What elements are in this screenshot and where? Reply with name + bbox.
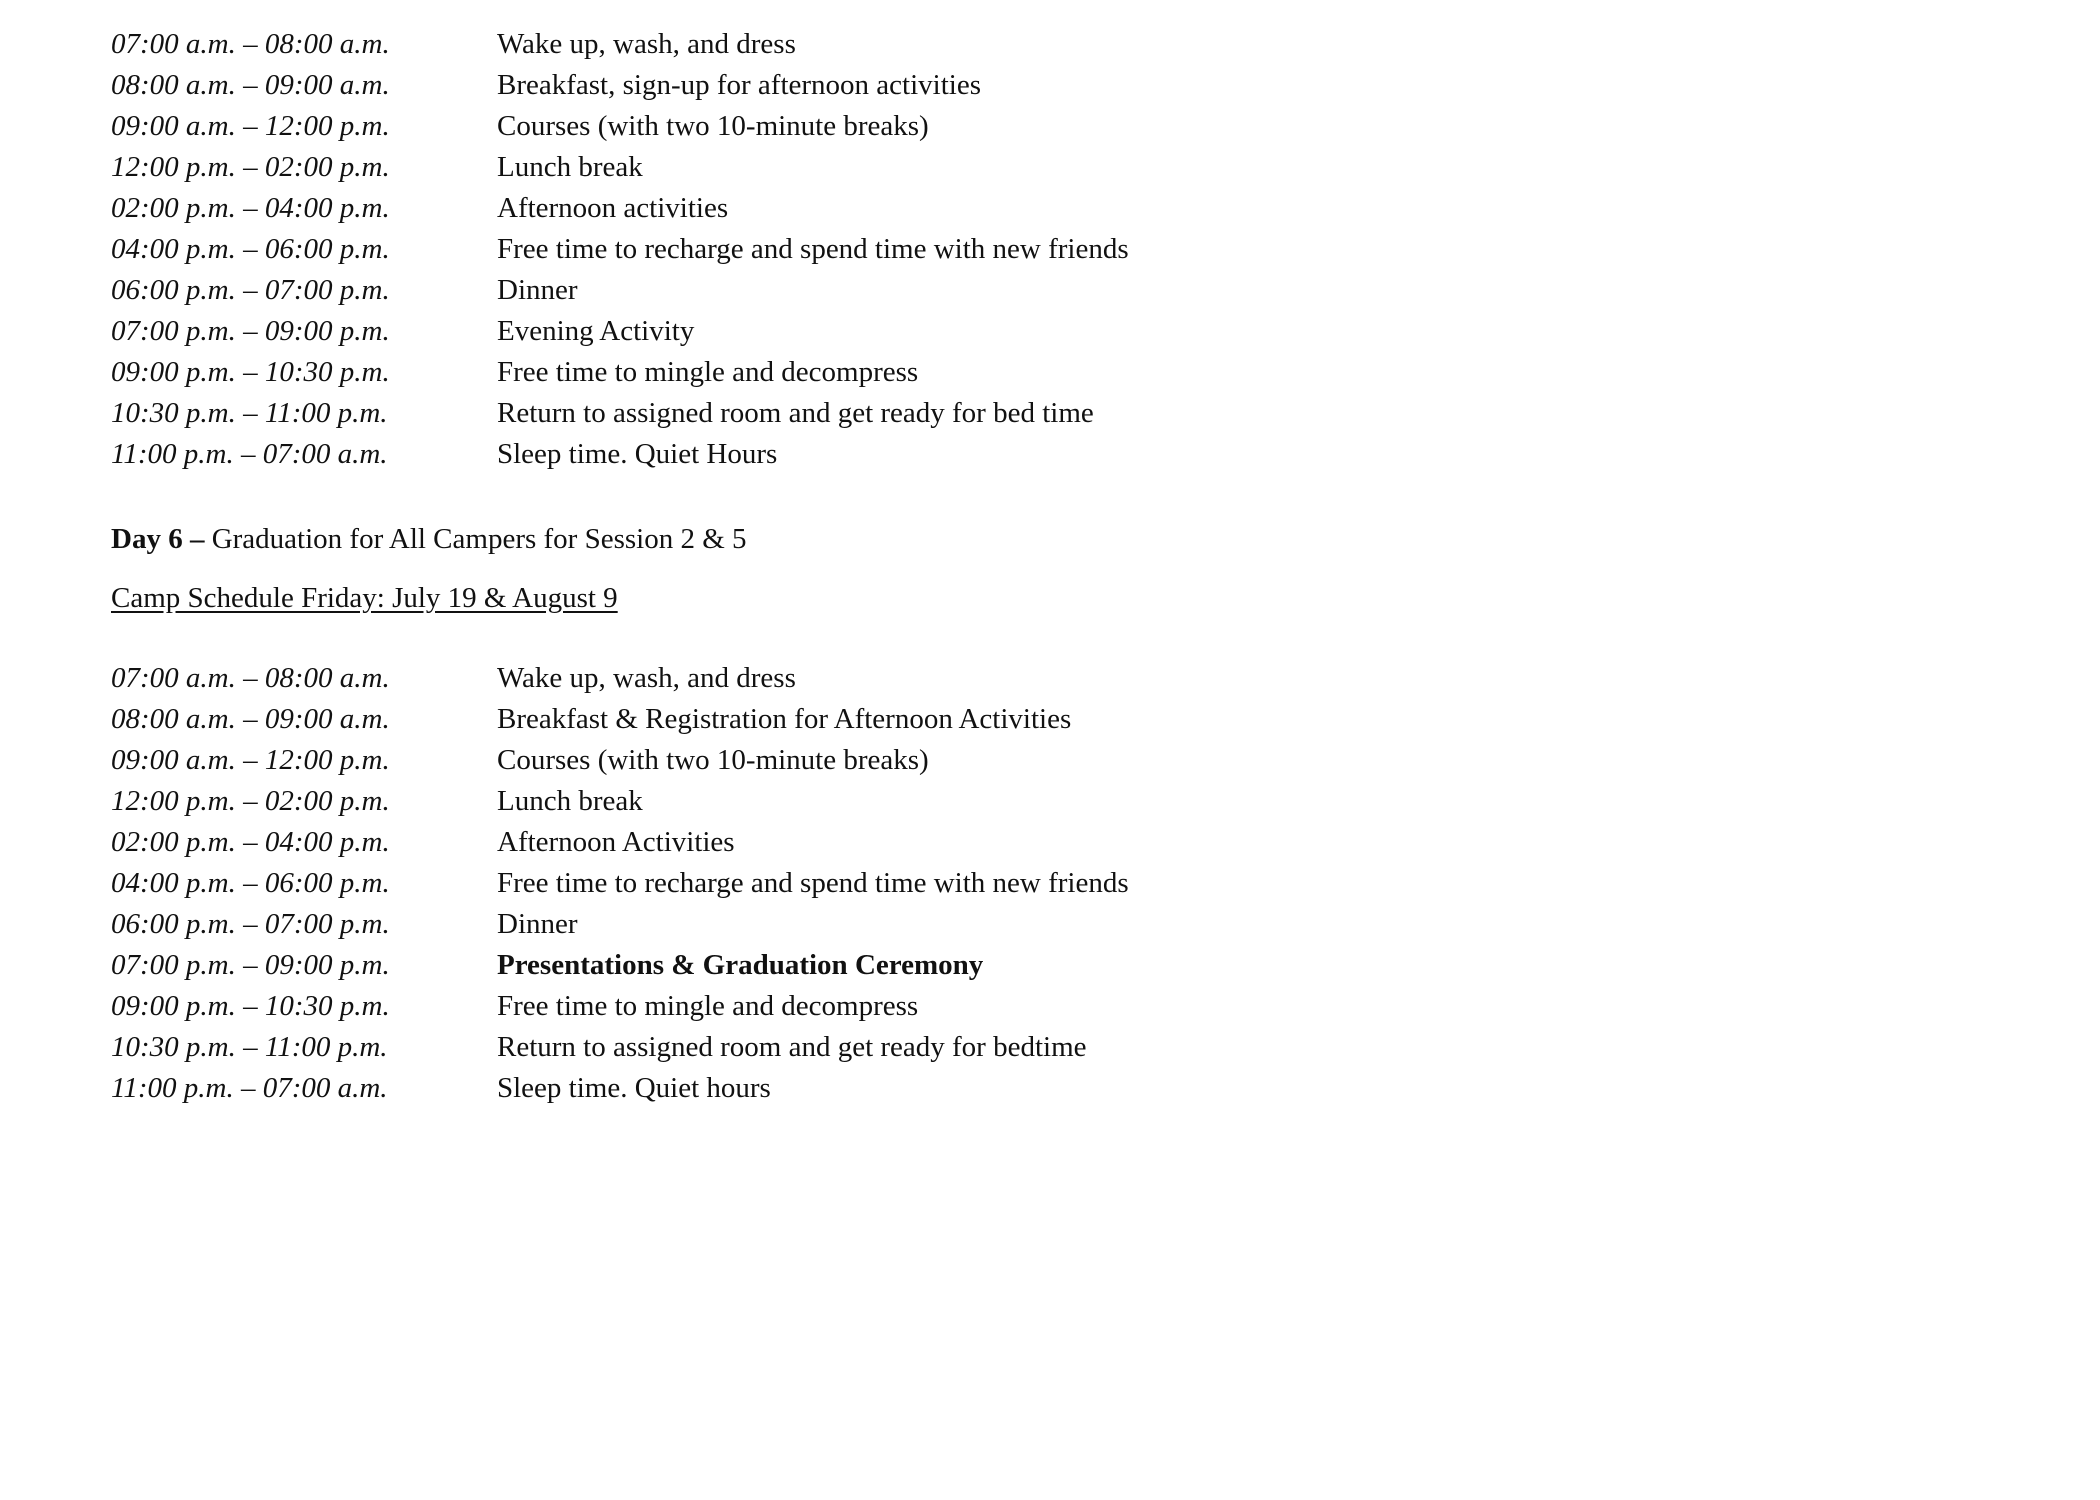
activity-text: Free time to mingle and decompress bbox=[497, 356, 919, 388]
schedule-row bbox=[111, 24, 1531, 65]
schedule-row bbox=[111, 699, 1531, 740]
time-range: 06:00 p.m. – 07:00 p.m. bbox=[111, 908, 390, 940]
schedule-row bbox=[111, 147, 1531, 188]
time-range: 11:00 p.m. – 07:00 a.m. bbox=[111, 1072, 388, 1104]
schedule-row bbox=[111, 188, 1531, 229]
activity-text: Sleep time. Quiet Hours bbox=[497, 438, 778, 470]
time-range: 06:00 p.m. – 07:00 p.m. bbox=[111, 274, 390, 306]
activity-text: Free time to recharge and spend time with new friends bbox=[497, 233, 1129, 265]
time-range: 08:00 a.m. – 09:00 a.m. bbox=[111, 703, 390, 735]
activity-text: Return to assigned room and get ready for bed time bbox=[497, 397, 1094, 429]
schedule-row bbox=[111, 1027, 1531, 1068]
activity-text: Dinner bbox=[497, 274, 578, 306]
activity-text: Breakfast, sign-up for afternoon activities bbox=[497, 69, 981, 101]
activity-text-highlight: Presentations & Graduation Ceremony bbox=[497, 949, 984, 981]
time-range: 08:00 a.m. – 09:00 a.m. bbox=[111, 69, 390, 101]
day-description: Graduation for All Campers for Session 2 & 5 bbox=[204, 523, 747, 555]
time-range: 07:00 a.m. – 08:00 a.m. bbox=[111, 28, 390, 60]
schedule-row bbox=[111, 986, 1531, 1027]
activity-text: Wake up, wash, and dress bbox=[497, 662, 796, 694]
time-range: 04:00 p.m. – 06:00 p.m. bbox=[111, 233, 390, 265]
schedule-row bbox=[111, 434, 1531, 475]
time-range: 09:00 a.m. – 12:00 p.m. bbox=[111, 110, 390, 142]
time-range: 09:00 p.m. – 10:30 p.m. bbox=[111, 356, 390, 388]
schedule-list-first bbox=[111, 24, 1531, 475]
schedule-row bbox=[111, 106, 1531, 147]
time-range: 12:00 p.m. – 02:00 p.m. bbox=[111, 151, 390, 183]
activity-text: Sleep time. Quiet hours bbox=[497, 1072, 771, 1104]
schedule-row bbox=[111, 311, 1531, 352]
schedule-row bbox=[111, 229, 1531, 270]
schedule-row bbox=[111, 781, 1531, 822]
time-range: 10:30 p.m. – 11:00 p.m. bbox=[111, 397, 388, 429]
time-range: 11:00 p.m. – 07:00 a.m. bbox=[111, 438, 388, 470]
time-range: 10:30 p.m. – 11:00 p.m. bbox=[111, 1031, 388, 1063]
activity-text: Return to assigned room and get ready for bedtime bbox=[497, 1031, 1087, 1063]
document-page bbox=[111, 24, 1531, 1109]
time-range: 12:00 p.m. – 02:00 p.m. bbox=[111, 785, 390, 817]
time-range: 04:00 p.m. – 06:00 p.m. bbox=[111, 867, 390, 899]
activity-text: Courses (with two 10-minute breaks) bbox=[497, 744, 929, 776]
schedule-row bbox=[111, 270, 1531, 311]
day-heading bbox=[111, 517, 1531, 561]
schedule-row bbox=[111, 393, 1531, 434]
activity-text: Dinner bbox=[497, 908, 578, 940]
time-range: 02:00 p.m. – 04:00 p.m. bbox=[111, 192, 390, 224]
activity-text: Afternoon Activities bbox=[497, 826, 735, 858]
schedule-row bbox=[111, 945, 1531, 986]
time-range: 09:00 a.m. – 12:00 p.m. bbox=[111, 744, 390, 776]
time-range: 07:00 p.m. – 09:00 p.m. bbox=[111, 949, 390, 981]
activity-text: Breakfast & Registration for Afternoon Activities bbox=[497, 703, 1072, 735]
schedule-row bbox=[111, 740, 1531, 781]
schedule-row bbox=[111, 658, 1531, 699]
activity-text: Free time to recharge and spend time with new friends bbox=[497, 867, 1129, 899]
activity-text: Wake up, wash, and dress bbox=[497, 28, 796, 60]
time-range: 07:00 p.m. – 09:00 p.m. bbox=[111, 315, 390, 347]
schedule-row bbox=[111, 1068, 1531, 1109]
activity-text: Afternoon activities bbox=[497, 192, 729, 224]
activity-text: Lunch break bbox=[497, 151, 643, 183]
activity-text: Evening Activity bbox=[497, 315, 695, 347]
schedule-list-second bbox=[111, 658, 1531, 1109]
activity-text: Lunch break bbox=[497, 785, 643, 817]
schedule-row bbox=[111, 822, 1531, 863]
schedule-row bbox=[111, 65, 1531, 106]
schedule-row bbox=[111, 352, 1531, 393]
schedule-row bbox=[111, 904, 1531, 945]
time-range: 02:00 p.m. – 04:00 p.m. bbox=[111, 826, 390, 858]
schedule-title: Camp Schedule Friday: July 19 & August 9 bbox=[111, 582, 618, 614]
schedule-row bbox=[111, 863, 1531, 904]
activity-text: Courses (with two 10-minute breaks) bbox=[497, 110, 929, 142]
time-range: 09:00 p.m. – 10:30 p.m. bbox=[111, 990, 390, 1022]
time-range: 07:00 a.m. – 08:00 a.m. bbox=[111, 662, 390, 694]
activity-text: Free time to mingle and decompress bbox=[497, 990, 919, 1022]
day-label: Day 6 – bbox=[111, 523, 205, 555]
